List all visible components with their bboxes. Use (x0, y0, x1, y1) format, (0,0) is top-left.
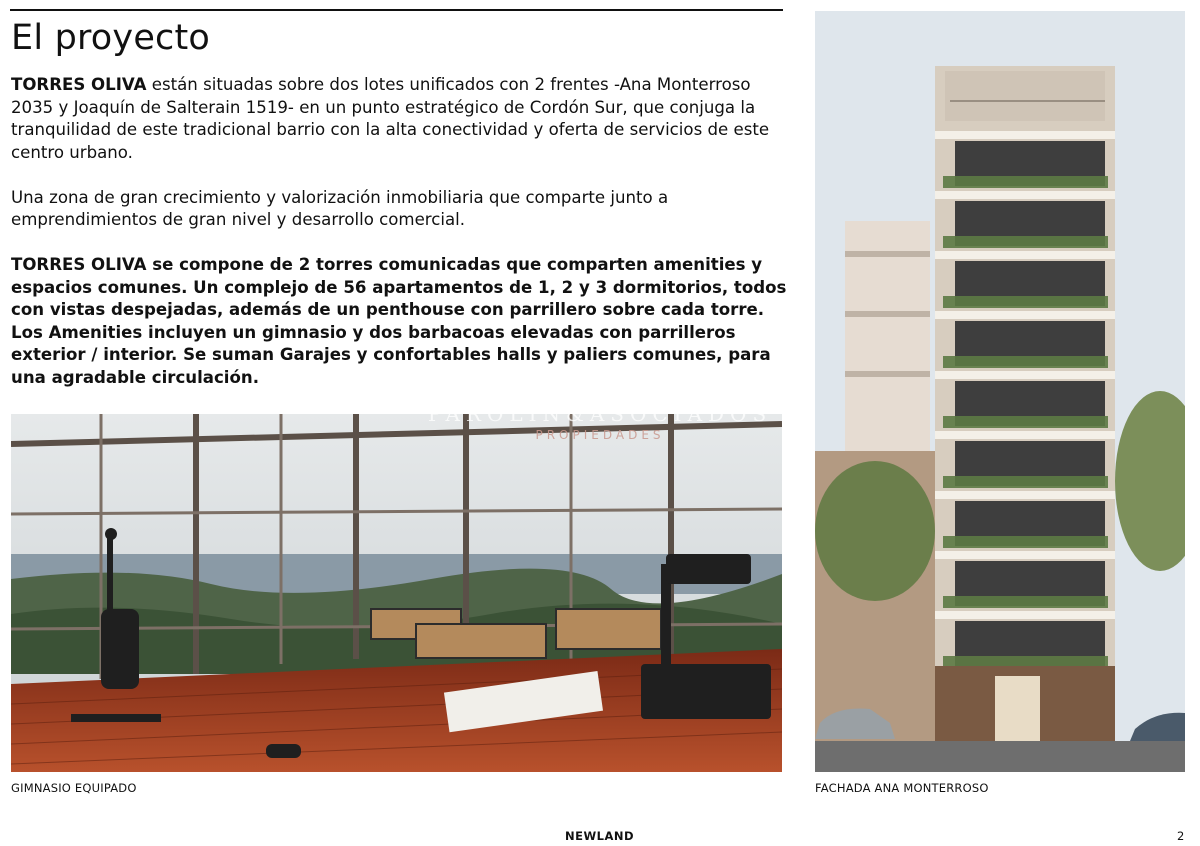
body-text (11, 74, 787, 412)
watermark-subtitle: PROPIEDADES (535, 428, 665, 442)
gym-illustration (11, 414, 782, 772)
paragraph-1 (11, 74, 787, 164)
facade-photo (815, 11, 1185, 772)
footer-brand: NEWLAND (565, 829, 635, 843)
paragraph-1-text: están situadas sobre dos lotes unificados con 2 frentes -Ana Monterroso 2035 y Joaquín de Salterain 1519- en un punto estratégico de Cordón Sur, que conjuga la tranquilidad de este tradicional barrio con la alta conectividad y oferta de servicios de este centro urbano. (11, 75, 770, 162)
gym-photo (11, 414, 782, 772)
paragraph-3-text: se compone de 2 torres comunicadas que comparten amenities y espacios comunes. Un complejo de 56 apartamentos de 1, 2 y 3 dormitorios, todos con vistas despejadas, además de un penthouse con parrillero sobre cada torre. Los Amenities incluyen un gimnasio y dos barbacoas elevadas con parrilleros exterior / interior. Se suman Garajes y confortables halls y paliers comunes, para una agradable circulación. (11, 255, 787, 387)
gym-caption: GIMNASIO EQUIPADO (11, 781, 137, 795)
page-number: 2 (1177, 829, 1185, 843)
facade-illustration (815, 11, 1185, 772)
project-name-2: TORRES OLIVA (11, 255, 147, 274)
watermark-brand: PAROLIN&ASOCIADOS (427, 402, 773, 426)
project-name: TORRES OLIVA (11, 75, 147, 94)
top-rule (10, 9, 783, 11)
paragraph-3 (11, 254, 787, 389)
paragraph-2: Una zona de gran crecimiento y valorización inmobiliaria que comparte junto a emprendimientos de gran nivel y desarrollo comercial. (11, 187, 669, 229)
facade-caption: FACHADA ANA MONTERROSO (815, 781, 989, 795)
page-title: El proyecto (11, 18, 211, 58)
